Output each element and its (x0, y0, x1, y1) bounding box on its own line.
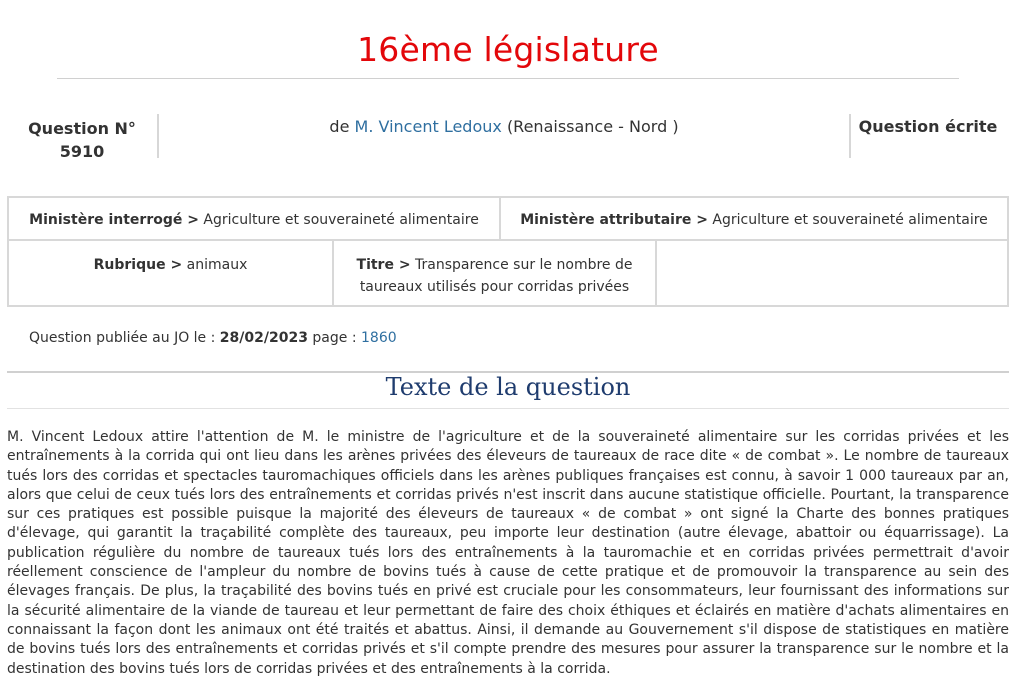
question-author (160, 117, 848, 137)
ministere-interroge-value: Agriculture et souveraineté alimentaire (203, 212, 479, 228)
publication-page-label: page : (312, 330, 357, 346)
section-title: Texte de la question (385, 373, 631, 401)
author-link[interactable]: M. Vincent Ledoux (354, 117, 502, 136)
empty-cell (655, 239, 1009, 307)
publication-date: 28/02/2023 (219, 330, 308, 346)
publication-prefix: Question publiée au JO le : (29, 330, 216, 346)
titre-value: Transparence sur le nombre de taureaux utilisés pour corridas privées (359, 257, 633, 295)
question-type: Question écrite (858, 117, 998, 136)
author-prefix: de (329, 117, 350, 136)
titre-label: Titre > (356, 257, 411, 273)
ministere-interroge-label: Ministère interrogé > (29, 212, 199, 228)
rubrique-value: animaux (186, 257, 248, 273)
question-text: M. Vincent Ledoux attire l'attention de M. le ministre de l'agriculture et de la souveraineté alimentaire sur les corridas privées et les entraînements à la corrida qui ont lieu dans les arènes privées des éleveurs de taureaux de race dite « de combat ». Le nombre de taureaux tués lors des corridas et spectacles tauromachiques officiels dans les arènes publiques françaises est connu, à savoir 1 000 taureaux par an, alors que celui de ceux tués lors des entraînements et corridas privés n'est inscrit dans aucune statistique officielle. Pourtant, la transparence sur ces pratiques est possible puisque la majorité des éleveurs de taureaux « de combat » ont signé la Charte des bonnes pratiques d'élevage, qui garantit la traçabilité complète des taureaux, peu importe leur destination (autre élevage, abattoir ou équarrissage). La publication régulière du nombre de taureaux tués lors des entraînements à la tauromachie et en corridas privées permettrait d'avoir réellement conscience de l'ampleur du nombre de bovins tués à cause de cette pratique et de promouvoir la transparence au sein des élevages français. De plus, la traçabilité des bovins tués en privé est cruciale pour les consommateurs, leur fournissant des informations sur la sécurité alimentaire de la viande de taureau et leur permettant de faire des choix éthiques et éclairés en matière d'achats alimentaires en connaissant la façon dont les animaux ont été traités et abattus. Ainsi, il demande au Gouvernement s'il dispose de statistiques en matière de bovins tués lors des entraînements et corridas privés et s'il compte prendre des mesures pour assurer la transparence sur le nombre et la destination des bovins tués lors de corridas privées et des entraînements à la corrida. (7, 429, 1009, 677)
header-separator-left (157, 114, 159, 158)
author-group: (Renaissance - Nord ) (506, 117, 679, 136)
titre-cell (332, 239, 657, 307)
ministere-attributaire-value: Agriculture et souveraineté alimentaire (712, 212, 988, 228)
rubrique-label: Rubrique > (93, 257, 183, 273)
question-number: 5910 (59, 142, 105, 161)
ministere-interroge-cell (7, 196, 501, 241)
publication-info (29, 330, 397, 346)
ministere-attributaire-label: Ministère attributaire > (520, 212, 708, 228)
rubrique-cell (7, 239, 334, 307)
legislature-title: 16ème législature (357, 30, 659, 69)
section-divider-bottom (7, 408, 1009, 409)
question-number-label: Question N° (28, 119, 136, 138)
ministere-attributaire-cell (499, 196, 1009, 241)
question-number-block (8, 117, 156, 163)
publication-page-link[interactable]: 1860 (361, 330, 397, 346)
title-divider (57, 78, 959, 79)
header-separator-right (849, 114, 851, 158)
